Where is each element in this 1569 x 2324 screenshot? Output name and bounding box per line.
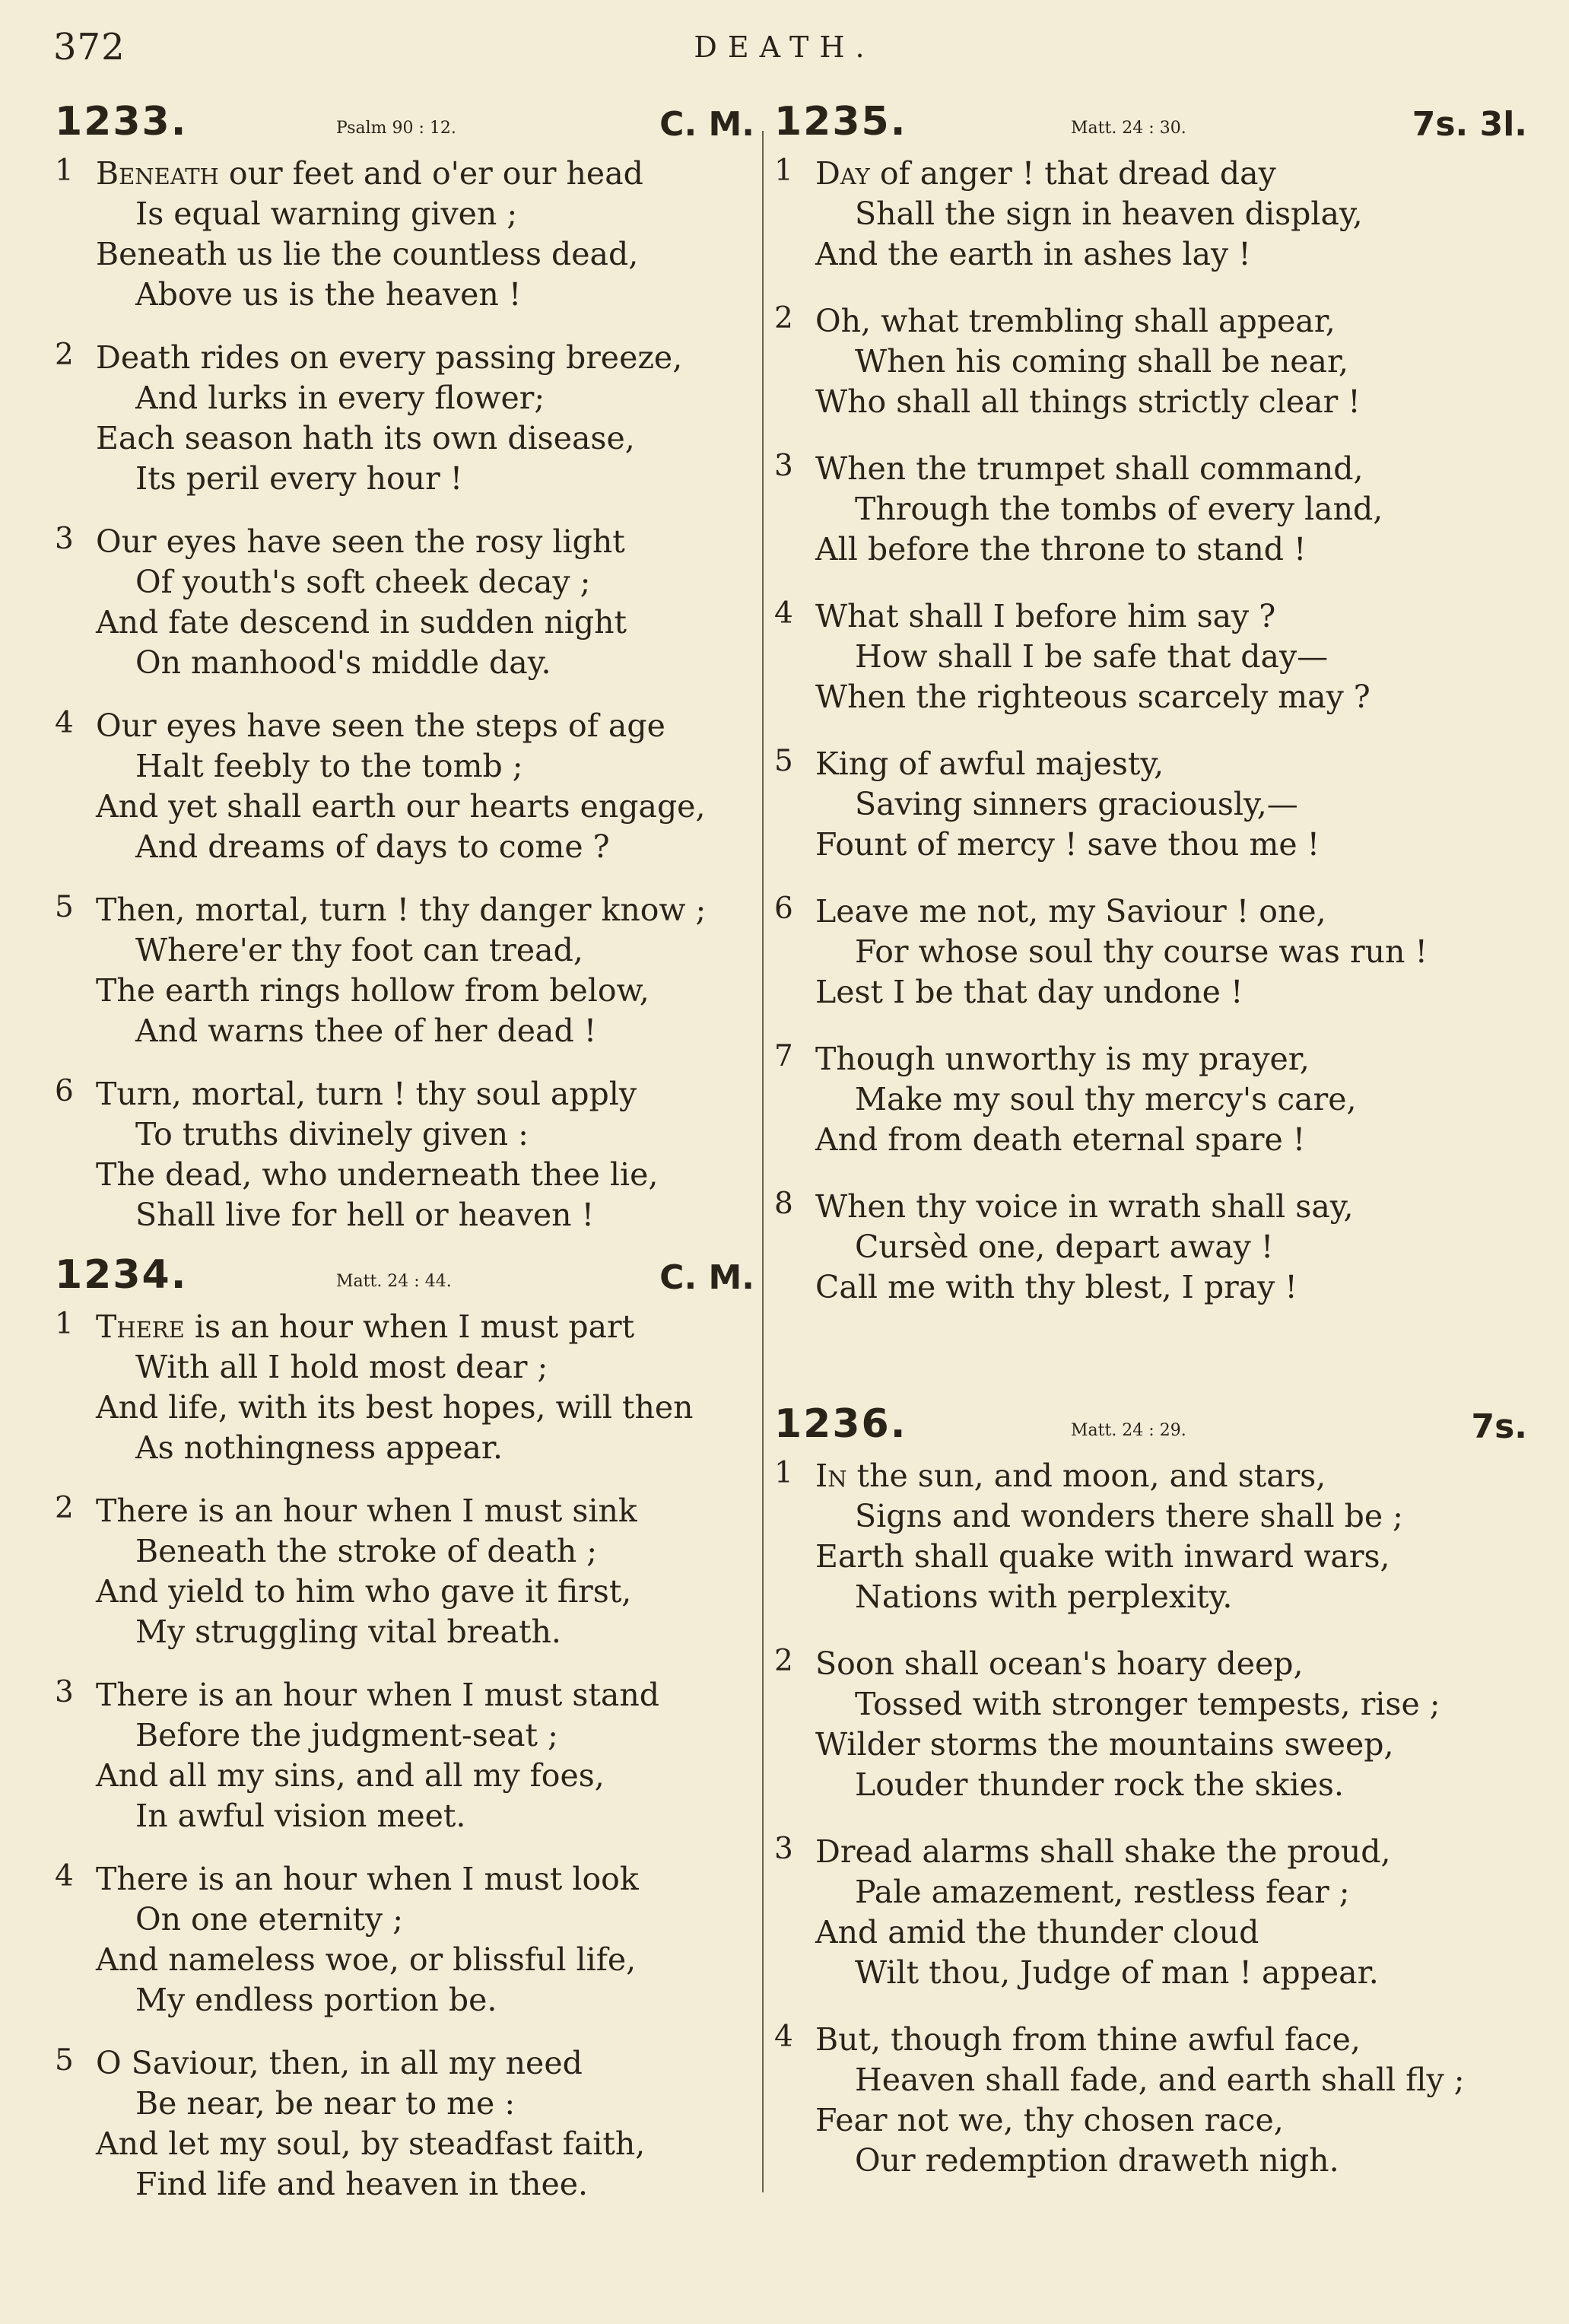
hymn-header [774, 99, 1527, 154]
hymn-meter: 7s. 3l. [1412, 105, 1527, 144]
verse-line: Leave me not, my Saviour ! one, [815, 893, 1326, 930]
verse-line: Where'er thy foot can tread, [135, 932, 583, 968]
verse-line: Fount of mercy ! save thou me ! [815, 826, 1320, 863]
stanza [55, 338, 754, 499]
verse-line: Beneath us lie the countless dead, [96, 236, 639, 272]
verse-line-text: our feet and o'er our head [228, 155, 643, 192]
verse-line: My endless portion be. [135, 1982, 497, 2018]
stanza [774, 154, 1527, 275]
verse-line: And the earth in ashes lay ! [815, 236, 1251, 272]
verse-line [774, 1456, 1527, 1496]
verse-line: Our eyes have seen the rosy light [96, 523, 625, 560]
verse-line [774, 154, 1527, 194]
scripture-reference: Matt. 24 : 29. [1071, 1421, 1186, 1440]
verse-line: Be near, be near to me : [135, 2085, 516, 2122]
hymn-number: 1236. [774, 1401, 907, 1447]
verse-line: And yet shall earth our hearts engage, [96, 788, 706, 825]
verse-line: Nations with perplexity. [855, 1578, 1233, 1615]
hymn-block [774, 99, 1527, 1308]
verse-line: When his coming shall be near, [855, 343, 1349, 380]
first-word: There [96, 1308, 185, 1345]
hymn-number: 1233. [55, 99, 188, 145]
verse-line: Earth shall quake with inward wars, [815, 1538, 1390, 1575]
stanza [55, 2043, 754, 2205]
verse-line: And all my sins, and all my foes, [96, 1757, 605, 1794]
verse-line: Is equal warning given ; [135, 196, 518, 232]
verse-line: Soon shall ocean's hoary deep, [815, 1645, 1304, 1682]
hymn-meter: 7s. [1471, 1407, 1527, 1446]
verse-line-text: is an hour when I must part [194, 1308, 635, 1345]
stanza-number: 4 [55, 1859, 74, 1893]
verse-line: Shall live for hell or heaven ! [135, 1197, 595, 1233]
verse-line: Heaven shall fade, and earth shall fly ; [855, 2062, 1465, 2098]
verse-line: Halt feebly to the tomb ; [135, 748, 523, 784]
verse-line: Our redemption draweth nigh. [855, 2142, 1339, 2179]
verse-line: On manhood's middle day. [135, 644, 551, 681]
verse-line: Above us is the heaven ! [135, 276, 522, 313]
verse-line: Oh, what trembling shall appear, [815, 303, 1336, 339]
stanza-number: 2 [774, 301, 793, 335]
verse-line [55, 154, 754, 194]
column-divider [762, 131, 764, 2192]
verse-line: The dead, who underneath thee lie, [96, 1156, 659, 1193]
verse-line: With all I hold most dear ; [135, 1349, 548, 1385]
scripture-reference: Matt. 24 : 30. [1071, 119, 1186, 138]
verse-line: Beneath the stroke of death ; [135, 1533, 598, 1569]
stanza [55, 706, 754, 867]
stanza-number: 3 [55, 1675, 74, 1709]
stanza-number: 6 [774, 892, 793, 926]
stanza [774, 2020, 1527, 2181]
stanza-number: 2 [55, 338, 74, 372]
verse-line: Through the tombs of every land, [855, 491, 1383, 527]
stanza [55, 890, 754, 1051]
verse-line: And lurks in every flower; [135, 380, 545, 416]
verse-line: And amid the thunder cloud [815, 1914, 1259, 1950]
first-word: In [815, 1458, 847, 1494]
verse-line: Saving sinners graciously,— [855, 786, 1298, 822]
hymn-meter: C. M. [659, 1258, 754, 1297]
verse-line: And warns thee of her dead ! [135, 1013, 597, 1049]
verse-line: Though unworthy is my prayer, [815, 1041, 1310, 1077]
verse-line: But, though from thine awful face, [815, 2021, 1361, 2058]
verse-line: Each season hath its own disease, [96, 420, 635, 456]
verse-line: As nothingness appear. [135, 1429, 503, 1466]
stanza [774, 301, 1527, 422]
stanza [774, 892, 1527, 1013]
verse-line: Then, mortal, turn ! thy danger know ; [96, 892, 707, 928]
verse-line-text: of anger ! that dread day [879, 155, 1276, 192]
first-word: Beneath [96, 155, 219, 192]
stanza-number: 1 [774, 154, 793, 188]
stanza-number: 6 [55, 1074, 74, 1108]
stanza-number: 5 [55, 890, 74, 924]
verse-line [55, 1307, 754, 1347]
stanza-number: 4 [55, 706, 74, 740]
stanza [55, 1675, 754, 1836]
stanza [55, 1491, 754, 1652]
verse-line: How shall I be safe that day— [855, 638, 1329, 675]
verse-line: On one eternity ; [135, 1901, 404, 1938]
verse-line: And fate descend in sudden night [96, 604, 627, 641]
hymn-block [55, 1252, 754, 2205]
stanza [55, 1859, 754, 2020]
stanza [774, 1644, 1527, 1805]
scripture-reference: Psalm 90 : 12. [336, 119, 456, 138]
verse-line: Its peril every hour ! [135, 460, 463, 497]
stanza [55, 154, 754, 315]
verse-line: Tossed with stronger tempests, rise ; [855, 1686, 1440, 1722]
verse-line: Louder thunder rock the skies. [855, 1766, 1344, 1803]
verse-line: And life, with its best hopes, will then [96, 1389, 694, 1426]
verse-line: Before the judgment-seat ; [135, 1717, 558, 1753]
stanza [55, 1307, 754, 1468]
verse-line: Who shall all things strictly clear ! [815, 383, 1361, 420]
stanza-number: 5 [55, 2043, 74, 2078]
verse-line: Signs and wonders there shall be ; [855, 1498, 1403, 1534]
verse-line: There is an hour when I must sink [96, 1493, 637, 1529]
hymn-number: 1235. [774, 99, 907, 145]
verse-line: Our eyes have seen the steps of age [96, 707, 665, 744]
stanza-number: 8 [774, 1187, 793, 1221]
page-number: 372 [53, 26, 125, 68]
verse-line: My struggling vital breath. [135, 1613, 561, 1650]
stanza-number: 2 [55, 1491, 74, 1525]
verse-line: Shall the sign in heaven display, [855, 196, 1363, 232]
verse-line: Fear not we, thy chosen race, [815, 2102, 1284, 2138]
stanza-number: 3 [55, 522, 74, 556]
verse-line: Of youth's soft cheek decay ; [135, 564, 591, 600]
verse-line: Wilder storms the mountains sweep, [815, 1726, 1394, 1763]
verse-line: Turn, mortal, turn ! thy soul apply [96, 1076, 637, 1112]
stanza-number: 1 [55, 154, 74, 188]
stanza-number: 5 [774, 744, 793, 778]
verse-line: When the trumpet shall command, [815, 450, 1364, 487]
stanza-number: 4 [774, 2020, 793, 2054]
verse-line: Dread alarms shall shake the proud, [815, 1833, 1391, 1870]
stanza-number: 7 [774, 1039, 793, 1073]
hymn-block [774, 1401, 1527, 2181]
hymn-header [55, 1252, 754, 1307]
running-title: DEATH. [694, 30, 875, 64]
verse-line: And nameless woe, or blissful life, [96, 1941, 637, 1978]
verse-line: Wilt thou, Judge of man ! appear. [855, 1954, 1379, 1991]
verse-line: And yield to him who gave it first, [96, 1573, 632, 1610]
verse-line: All before the throne to stand ! [815, 531, 1307, 567]
stanza [774, 449, 1527, 570]
stanza-number: 2 [774, 1644, 793, 1678]
first-word: Day [815, 155, 870, 192]
hymn-meter: C. M. [659, 105, 754, 144]
hymn-header [774, 1401, 1527, 1456]
verse-line: And let my soul, by steadfast faith, [96, 2125, 646, 2162]
verse-line: There is an hour when I must look [96, 1861, 639, 1897]
verse-line: The earth rings hollow from below, [96, 972, 650, 1009]
verse-line: And dreams of days to come ? [135, 828, 610, 865]
verse-line: There is an hour when I must stand [96, 1677, 659, 1713]
verse-line: O Saviour, then, in all my need [96, 2045, 583, 2081]
verse-line: For whose soul thy course was run ! [855, 933, 1428, 970]
verse-line: In awful vision meet. [135, 1798, 466, 1834]
verse-line: Lest I be that day undone ! [815, 974, 1243, 1010]
verse-line: Cursèd one, depart away ! [855, 1229, 1274, 1265]
hymn-number: 1234. [55, 1252, 188, 1298]
verse-line: Death rides on every passing breeze, [96, 339, 683, 376]
stanza-number: 4 [774, 596, 793, 631]
verse-line: And from death eternal spare ! [815, 1121, 1306, 1158]
stanza [55, 522, 754, 683]
verse-line-text: the sun, and moon, and stars, [856, 1458, 1326, 1494]
stanza [55, 1074, 754, 1235]
stanza [774, 1039, 1527, 1160]
verse-line: When thy voice in wrath shall say, [815, 1188, 1354, 1225]
stanza [774, 744, 1527, 865]
verse-line: Pale amazement, restless fear ; [855, 1874, 1350, 1910]
stanza [774, 596, 1527, 717]
stanza [774, 1832, 1527, 1993]
verse-line: To truths divinely given : [135, 1116, 529, 1152]
verse-line: Find life and heaven in thee. [135, 2166, 589, 2202]
stanza-number: 3 [774, 449, 793, 483]
hymn-header [55, 99, 754, 154]
verse-line: What shall I before him say ? [815, 598, 1276, 634]
stanza [774, 1456, 1527, 1617]
verse-line: Make my soul thy mercy's care, [855, 1081, 1357, 1117]
verse-line: King of awful majesty, [815, 746, 1164, 782]
scripture-reference: Matt. 24 : 44. [336, 1272, 452, 1291]
stanza [774, 1187, 1527, 1308]
stanza-number: 3 [774, 1832, 793, 1866]
stanza-number: 1 [55, 1307, 74, 1341]
hymn-block [55, 99, 754, 1235]
verse-line: Call me with thy blest, I pray ! [815, 1269, 1297, 1305]
stanza-number: 1 [774, 1456, 793, 1490]
verse-line: When the righteous scarcely may ? [815, 679, 1370, 715]
